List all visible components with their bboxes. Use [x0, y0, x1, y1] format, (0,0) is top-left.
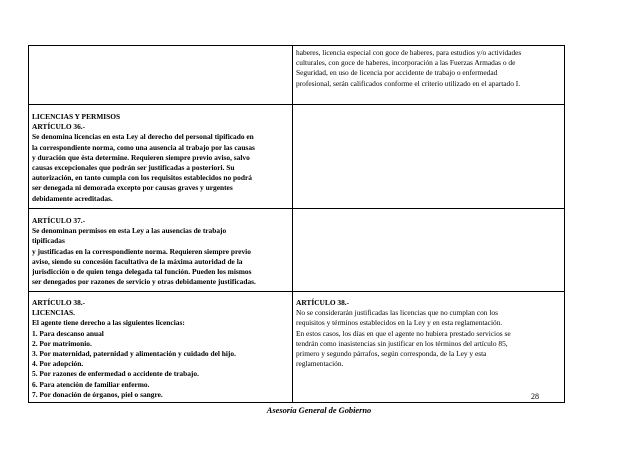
row1-text-line: profesional, serán calificados conforme el criterio utilizado en el apartado I.	[296, 78, 521, 88]
art37-text-line: y justificadas en la correspondiente norma. Requieren siempre previo	[32, 246, 251, 256]
row1-text-line: Seguridad, en uso de licencia por accidente de trabajo o enfermedad	[296, 68, 498, 78]
art37-text-line: aviso, siendo su concesión facultativa de la máxima autoridad de la	[32, 256, 243, 266]
art37-cell	[29, 209, 293, 292]
art36-text-line: autorización, en tanto cumpla con los requisitos establecidos no podrá	[32, 173, 252, 183]
art36-text-line: y duración que ésta determine. Requieren siempre previo aviso, salvo	[32, 152, 250, 162]
regulation-table	[28, 45, 565, 403]
row1-left-cell	[29, 46, 293, 105]
article-title: ARTÍCULO 38.-	[296, 298, 350, 307]
art36-text-line: la correspondiente norma, como una ausencia al trabajo por las causas	[32, 142, 255, 152]
art36-text-line: causas excepcionales que podrán ser justificadas a posteriori. Su	[32, 163, 235, 173]
list-item: 7. Por donación de órganos, piel o sangre.	[32, 389, 163, 399]
art38-right-cell	[293, 292, 565, 403]
page-number: 28	[531, 392, 539, 401]
list-item: 5. Por razones de enfermedad o accidente de trabajo.	[32, 369, 199, 379]
table-row	[29, 292, 565, 403]
table-row	[29, 105, 565, 209]
art37-text-line: tipificadas	[32, 236, 65, 246]
art36-text-line: ser denegada ni demorada excepto por causas graves y urgentes	[32, 183, 233, 193]
row1-text-line: culturales, con goce de haberes, incorporación a las Fuerzas Armadas o de	[296, 58, 516, 68]
list-item: 6. Para atención de familiar enfermo.	[32, 379, 150, 389]
article-title: ARTÍCULO 38.-	[32, 298, 86, 307]
art36-cell	[29, 105, 293, 209]
art38-text-line: requisitos y términos establecidos en la Ley y en esta reglamentación.	[296, 318, 503, 328]
licenses-list	[32, 329, 289, 400]
list-item: 1. Para descanso anual	[32, 328, 104, 338]
art37-text-line: Se denominan permisos en esta Ley a las ausencias de trabajo	[32, 226, 227, 236]
art38-text-line: tendrán como inasistencias sin justificar en los términos del artículo 85,	[296, 338, 508, 348]
list-item: 4. Por adopción.	[32, 359, 84, 369]
art38-text-line: No se considerarán justificadas las licencias que no cumplan con los	[296, 308, 498, 318]
table-row	[29, 209, 565, 292]
art36-text-line: Se denomina licencias en esta Ley al derecho del personal tipificado en	[32, 132, 254, 142]
art37-right-cell	[293, 209, 565, 292]
list-item: 2. Por matrimonio.	[32, 338, 92, 348]
art36-text-line: debidamente acreditadas.	[32, 193, 113, 203]
article-subtitle: LICENCIAS.	[32, 308, 75, 318]
art38-text-line: primero y segundo párrafos, según corresponda, de la Ley y esta	[296, 349, 487, 359]
row1-right-cell	[293, 46, 565, 105]
article-title: ARTÍCULO 36.-	[32, 122, 86, 132]
art37-text-line: ser denegados por razones de servicio y otras debidamente justificadas.	[32, 277, 256, 287]
article-title: ARTÍCULO 37.-	[32, 216, 86, 225]
list-item: 3. Por maternidad, paternidad y alimentación y cuidado del hijo.	[32, 349, 236, 359]
page-footer: Asesoría General de Gobierno	[266, 406, 372, 415]
list-intro: El agente tiene derecho a las siguientes licencias:	[32, 318, 185, 328]
art36-right-cell	[293, 105, 565, 209]
art38-text-line: reglamentación.	[296, 359, 344, 369]
art38-left-cell	[29, 292, 293, 403]
art38-text-line: En estos casos, los días en que el agente no hubiera prestado servicios se	[296, 328, 511, 338]
row1-text-line: haberes, licencia especial con goce de haberes, para estudios y/o actividades	[296, 48, 522, 57]
section-heading: LICENCIAS Y PERMISOS	[32, 112, 121, 121]
art37-text-line: jurisdicción o de quien tenga delegada tal función. Pueden los mismos	[32, 267, 252, 277]
table-row	[29, 46, 565, 105]
